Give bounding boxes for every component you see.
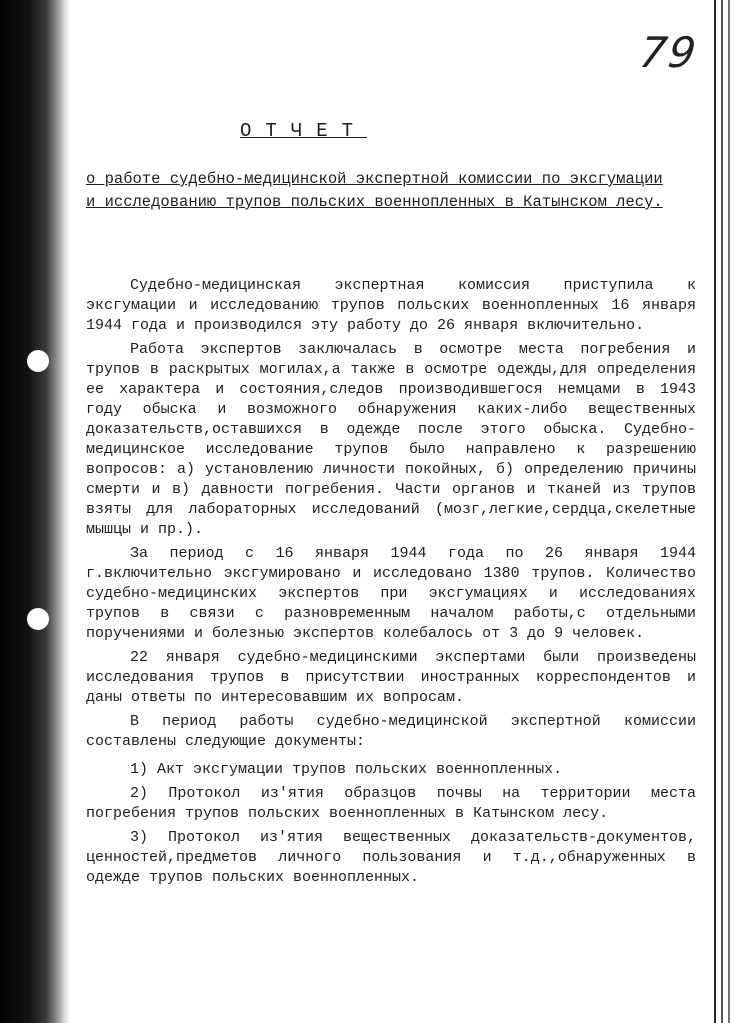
list-item: 2) Протокол из'ятия образцов почвы на территории места погребения трупов польских военнопленных в Катынском лесу.	[86, 785, 696, 822]
punch-hole-top	[27, 350, 49, 372]
document-subtitle: о работе судебно-медицинской экспертной комиссии по эксгумации и исследованию трупов польских военнопленных в Катынском лесу.	[86, 170, 663, 211]
punch-hole-bottom	[27, 608, 49, 630]
paragraph: За период с 16 января 1944 года по 26 января 1944 г.включительно эксгумировано и исследовано 1380 трупов. Количество судебно-медицинских экспертов при эксгумациях и исследованиях трупов в связи с разновременным началом работы,с отдельными поручениями и болезнью экспертов колебалось от 3 до 9 человек.	[86, 545, 696, 642]
page-edge-line	[721, 0, 723, 1023]
page-edge-line	[714, 0, 716, 1023]
document-list	[86, 760, 696, 888]
document-title: ОТЧЕТ	[240, 120, 368, 142]
list-item: 3) Протокол из'ятия вещественных доказательств-документов, ценностей,предметов личного пользования и т.д.,обнаруженных в одежде трупов польских военнопленных.	[86, 829, 696, 886]
paragraph: В период работы судебно-медицинской экспертной комиссии составлены следующие документы:	[86, 713, 696, 750]
paragraph: Работа экспертов заключалась в осмотре места погребения и трупов в раскрытых могилах,а также в осмотре одежды,для определения ее характера и состояния,следов производившегося немцами в 1943 году обыска и возможного обнаружения каких-либо вещественных доказательств,оставшихся в одежде после этого обыска. Судебно-медицинское исследование трупов было направлено к разрешению вопросов: а) установлению личности покойных, б) определению причины смерти и в) давности погребения. Части органов и тканей из трупов взяты для лабораторных исследований (мозг,легкие,сердца,скелетные мышцы и пр.).	[86, 341, 696, 538]
page-edge-line	[728, 0, 730, 1023]
paragraph: Судебно-медицинская экспертная комиссия приступила к эксгумации и исследованию трупов польских военнопленных 16 января 1944 года и производился эту работу до 26 января включительно.	[86, 277, 696, 334]
document-body	[86, 276, 696, 892]
handwritten-page-number: 79	[636, 28, 701, 77]
paragraph: 22 января судебно-медицинскими экспертами были произведены исследования трупов в присутствии иностранных корреспондентов и даны ответы по интересовавшим их вопросам.	[86, 649, 696, 706]
binding-shadow	[0, 0, 70, 1023]
list-item: 1) Акт эксгумации трупов польских военнопленных.	[130, 761, 563, 778]
